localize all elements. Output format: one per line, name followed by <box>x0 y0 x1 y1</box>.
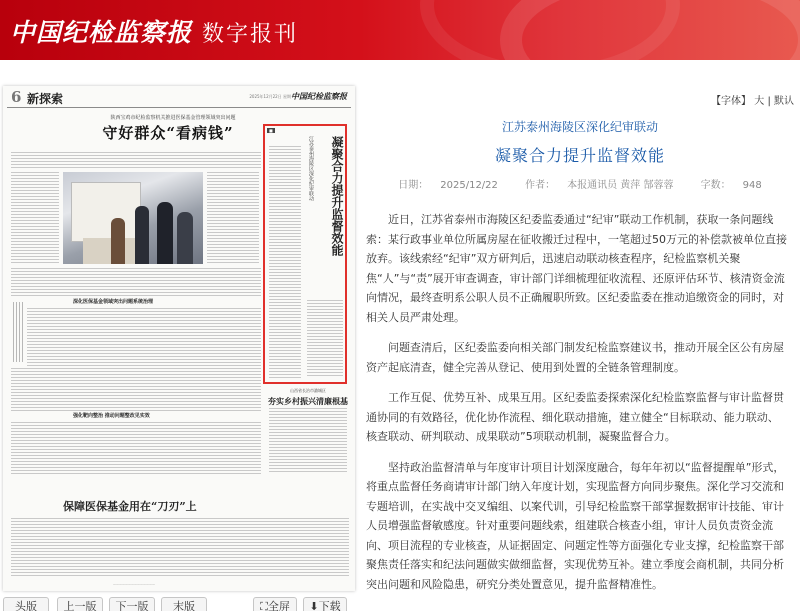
page-section: 新探索 <box>27 92 64 106</box>
site-header <box>0 0 800 60</box>
font-default-button[interactable]: 默认 <box>774 96 794 107</box>
bottom-title[interactable]: 保障医保基金用在“刀刃”上 <box>63 500 197 513</box>
article-paragraph: 工作互促、优势互补、成果互用。区纪委监委探索深化纪检监察监督与审计监督贯通协同的有效路径，优化协作流程、细化联动措施，建立健全“目标联动、能力联动、核查联动、研判联动、成果联动”5项联动机制，凝聚监督合力。 <box>366 391 784 443</box>
download-button[interactable] <box>303 597 347 611</box>
author-value: 本报通讯员 黄萍 郜蓉蓉 <box>567 180 674 191</box>
article-paragraph: 坚持政治监督清单与年度审计项目计划深度融合，每年年初以“监督提醒单”形式，将重点监督任务商请审计部门纳入年度计划，实现监督方向同步聚焦。深化学习交流和专题培训，在实战中交叉编组、以案代训，引导纪检监察干部掌握数据审计技能、审计人员增强监督敏感度。针对重要问题线索，组建联合核查小组，审计人员负责资金流向、项目流程的专业核查，从证据固定、问题定性等方面强化专业支撑，纪检监察干部聚焦责任落实和纪法问题做实做细监督，实现优势互补。建立季度会商机制，共同分析突出问题和风险隐患，研究分类处置意见，提升监督精准性。 <box>366 460 785 591</box>
date-field <box>392 180 504 191</box>
author-label: 作者： <box>525 180 556 191</box>
brand[interactable] <box>10 13 298 47</box>
fullscreen-label: 全屏 <box>267 600 290 611</box>
sub-heading[interactable]: 深化医保基金领域突出问题系统治理 <box>73 299 154 305</box>
sub-heading[interactable]: 强化靶向整治 推动问题整改见实效 <box>73 413 150 419</box>
text-block <box>307 300 343 378</box>
box-kicker: 山西省长治市潞城区 <box>290 388 326 393</box>
highlight-kicker: 江苏泰州海陵区深化纪审联动 <box>308 136 314 201</box>
text-block <box>11 422 261 474</box>
article-meta <box>380 176 780 191</box>
article-paragraph: 近日，江苏省泰州市海陵区纪委监委通过“纪审”联动工作机制，获取一条问题线索：某行政事业单位所属房屋在征收搬迁过程中，一笔超过50万元的补偿款被单位直接放弃。该线索经“纪审”双方研判后，迅速启动联动核查程序，纪检监察机关聚焦“人”与“责”展开审查调查，审计部门详细梳理征收流程、还原评估环节、核清资金流向情况，最终查明系公职人员不正确履职所致。区纪委监委在推动追缴资金的同时，对相关人员严肃处理。 <box>366 213 787 324</box>
article-paragraph: 问题查清后，区纪委监委向相关部门制发纪检监察建议书，推动开展全区公有房屋资产起底清查，健全完善从登记、使用到处置的全链条管理制度。 <box>366 341 784 374</box>
header-decoration <box>420 0 680 60</box>
date-label: 日期： <box>398 180 429 191</box>
page-date: 2025年12月22日 星期一 <box>249 94 295 99</box>
next-page-button[interactable]: 下一版 <box>109 597 155 611</box>
newspaper-page[interactable] <box>3 86 355 591</box>
download-label: 下载 <box>318 600 341 611</box>
page-number: 6 <box>11 88 22 106</box>
text-block <box>207 172 259 264</box>
word-count-label: 字数： <box>700 180 731 191</box>
page-header <box>7 88 351 108</box>
word-count-value: 948 <box>742 180 762 191</box>
article-kicker: 江苏泰州海陵区深化纪审联动 <box>501 120 658 134</box>
font-separator: | <box>767 96 771 107</box>
first-page-button[interactable]: 头版 <box>3 597 49 611</box>
fullscreen-icon: ⛶ <box>260 600 268 611</box>
text-block <box>269 408 347 474</box>
text-block <box>27 308 261 368</box>
box-title[interactable]: 夯实乡村振兴清廉根基 <box>268 396 348 406</box>
download-icon: ⬇ <box>309 600 319 611</box>
article-body <box>366 210 788 605</box>
text-block <box>11 368 261 412</box>
word-count-field <box>695 180 768 191</box>
prev-page-button[interactable]: 上一版 <box>57 597 103 611</box>
news-photo[interactable] <box>63 172 203 264</box>
last-page-button[interactable]: 末版 <box>161 597 207 611</box>
lead-kicker[interactable]: 陕西宝鸡市纪检监察机关推进医保基金管理领域突出问题 <box>110 115 236 121</box>
fullscreen-button[interactable] <box>253 597 297 611</box>
vertical-title <box>13 302 23 362</box>
lead-title[interactable]: 守好群众“看病钱” <box>102 124 234 142</box>
font-large-button[interactable]: 大 <box>754 96 765 107</box>
highlight-tag: ■ <box>269 128 273 133</box>
site-subtitle: 数字报刊 <box>202 22 299 47</box>
page-masthead: 中国纪检监察报 <box>291 91 347 101</box>
text-block <box>269 146 301 378</box>
font-label: 【字体】 <box>711 96 752 107</box>
font-size-control <box>711 92 794 107</box>
text-block <box>11 518 349 576</box>
article-title: 凝聚合力提升监督效能 <box>494 146 665 165</box>
page-footer: —————————————— <box>113 582 155 586</box>
page-navigation <box>3 597 355 611</box>
site-logo[interactable]: 中国纪检监察报 <box>10 18 193 47</box>
text-block <box>11 268 261 296</box>
text-block <box>11 152 261 168</box>
date-value: 2025/12/22 <box>440 180 498 191</box>
text-block <box>11 172 59 264</box>
highlight-title[interactable]: 凝聚合力提升监督效能 <box>330 136 344 256</box>
author-field <box>519 180 679 191</box>
